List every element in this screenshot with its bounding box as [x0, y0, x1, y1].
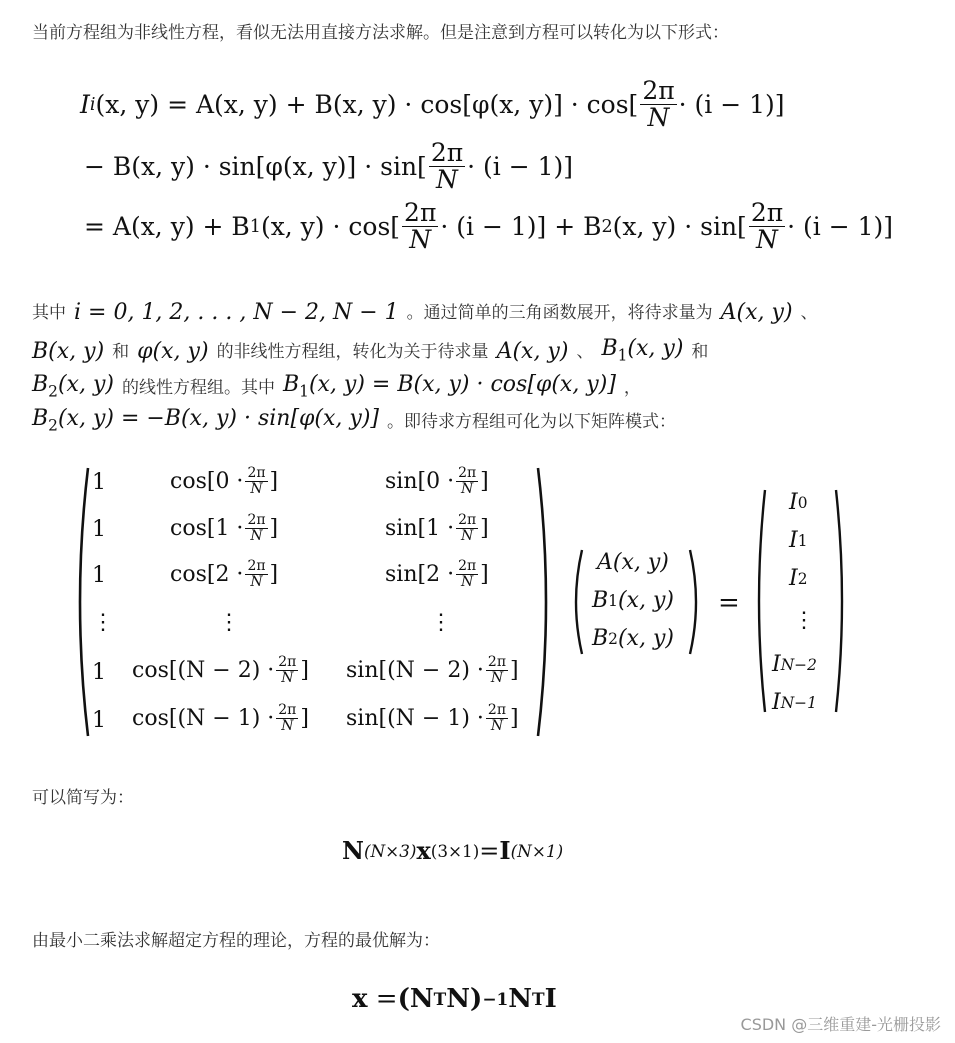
fraction-2pi-over-N: $\frac{2\pi}{N}$: [642, 76, 675, 133]
vector-x-entry: B 1 (x, y): [592, 588, 674, 613]
fraction-2pi-over-N: $\frac{2\pi}{N}$: [404, 198, 437, 255]
matrix-cell: ⋮: [430, 610, 452, 635]
vector-i-entry: I 1: [789, 528, 808, 553]
left-paren: [70, 466, 92, 738]
vector-x-entry: A(x, y): [597, 550, 669, 575]
paragraph-line-1: 其中 i = 0, 1, 2, . . . , N − 2, N − 1 。通过简单的三角函数展开，将待求量为 A(x, y) 、: [32, 300, 818, 325]
intro-text: 当前方程组为非线性方程，看似无法用直接方法求解。但是注意到方程可以转化为以下形式：: [32, 23, 729, 43]
matrix-cell: cos[1 · $\frac{2\pi}{N}$ ]: [170, 512, 279, 544]
paragraph-line-2: B(x, y) 和 φ(x, y) 的非线性方程组，转化为关于待求量 A(x, y) 、 $B_1(x$, y) 和: [32, 336, 709, 365]
matrix-cell: sin[0 · $\frac{2\pi}{N}$ ]: [385, 465, 489, 497]
vector-i-entry: I N−2: [772, 652, 817, 677]
paragraph-line-4: $B_2(x$, y) = −B(x, y) · sin[φ(x, y)] 。即待求方程组可化为以下矩阵模式：: [32, 406, 676, 435]
matrix-cell: sin[2 · $\frac{2\pi}{N}$ ]: [385, 558, 489, 590]
least-squares-equation: x = (N T N) −1 N T I: [352, 984, 557, 1014]
right-paren: [686, 548, 704, 656]
right-paren: [534, 466, 556, 738]
short-form-equation: N (N×3) x (3×1) = I (N×1): [342, 836, 564, 865]
equation-line-2: − B(x, y) · sin[φ(x, y)] · sin[ $\frac{2\pi}{N}$ · (i − 1)]: [84, 138, 574, 195]
vector-i-entry: I 0: [789, 490, 808, 515]
matrix-cell: 1: [92, 517, 106, 542]
matrix-cell: cos[(N − 2) · $\frac{2\pi}{N}$ ]: [132, 654, 309, 686]
vector-i-entry: I 2: [789, 566, 808, 591]
vector-x-entry: B 2 (x, y): [592, 626, 674, 651]
equals-sign: =: [718, 588, 740, 618]
matrix-cell: ⋮: [92, 610, 114, 635]
matrix-cell: 1: [92, 660, 106, 685]
matrix-cell: sin[1 · $\frac{2\pi}{N}$ ]: [385, 512, 489, 544]
matrix-cell: 1: [92, 563, 106, 588]
matrix-cell: ⋮: [218, 610, 240, 635]
equation-line-1: I i (x, y) = A(x, y) + B(x, y) · cos[φ(x, y)] · cos[ $\frac{2\pi}{N}$ · (i − 1)]: [80, 76, 785, 133]
matrix-cell: 1: [92, 708, 106, 733]
right-paren: [832, 488, 850, 714]
matrix-cell: cos[0 · $\frac{2\pi}{N}$ ]: [170, 465, 279, 497]
matrix-cell: cos[(N − 1) · $\frac{2\pi}{N}$ ]: [132, 702, 309, 734]
matrix-cell: 1: [92, 470, 106, 495]
short-form-label: 可以简写为：: [32, 788, 134, 808]
equation-line-3: = A(x, y) + B 1 (x, y) · cos[ $\frac{2\pi}{N}$ · (i − 1)] + B 2 (x, y) · sin[ $\frac{2\pi}{N}$ · (i − 1)]: [84, 198, 894, 255]
watermark: CSDN @三维重建-光栅投影: [740, 1015, 941, 1034]
vector-i-entry: I N−1: [772, 690, 817, 715]
matrix-cell: cos[2 · $\frac{2\pi}{N}$ ]: [170, 558, 279, 590]
matrix-cell: sin[(N − 2) · $\frac{2\pi}{N}$ ]: [346, 654, 519, 686]
least-squares-label: 由最小二乘法求解超定方程的理论，方程的最优解为：: [32, 931, 440, 951]
paragraph-line-3: $B_2(x$, y) 的线性方程组。其中 $B_1(x$, y) = B(x, y) · cos[φ(x, y)] ，: [32, 372, 641, 401]
left-paren: [751, 488, 769, 714]
matrix-cell: sin[(N − 1) · $\frac{2\pi}{N}$ ]: [346, 702, 519, 734]
left-paren: [568, 548, 586, 656]
vector-i-entry: ⋮: [793, 608, 815, 633]
fraction-2pi-over-N: $\frac{2\pi}{N}$: [430, 138, 464, 195]
fraction-2pi-over-N: $\frac{2\pi}{N}$: [750, 198, 784, 255]
